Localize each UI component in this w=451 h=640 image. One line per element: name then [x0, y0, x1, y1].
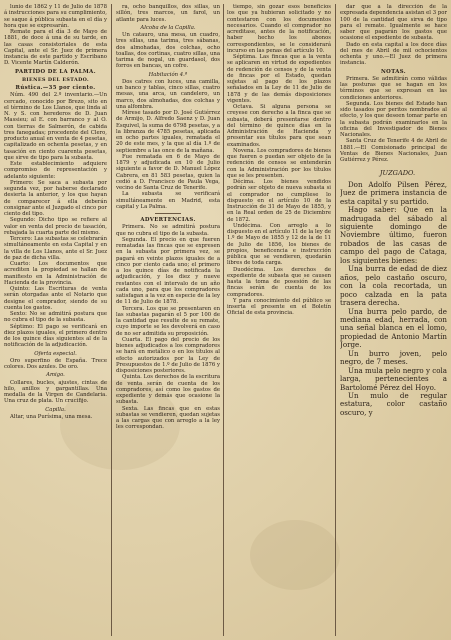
paragraph: Un mulo de regular estatura, color castaño oscuro, y: [340, 391, 447, 417]
section-heading: ADVERTENCIAS.: [140, 217, 196, 223]
paragraph: Quinta. Los derechos de la escritura de venta serán de cuenta de los compradores, así como los gastos de expediente y demás que ocasione la subasta.: [116, 374, 220, 406]
paragraph: La subasta se verificará simultáneamente en Madrid, esta capital y La Palma.: [116, 191, 220, 210]
section-heading: JUZGADO.: [379, 169, 416, 178]
paragraph: Fue rematada en 6 de Mayo de 1879 y adjudicada en 10 de Julio siguiente a favor de D. Manuel López Cabrera, en 81 583 pesetas, quien la cedió a D. Francisco de Paula Vega, vecino de Santa Cruz de Tenerife.: [116, 153, 220, 191]
subheading: BIENES DEL ESTADO.: [21, 76, 90, 83]
paragraph: Segunda. Los bienes del Estado han sido tasados por peritos nombrados al efecto, y los que deseen tomar parte en la subasta podrán examinarlos en la oficina del Investigador de Bienes Nacionales.: [340, 100, 447, 138]
paragraph: Don Adolfo Pilsen Pérez, Juez de primera instancia de esta capital y su partido.: [340, 179, 447, 206]
paragraph: Segunda. El precio en que fueren rematadas las fincas que se expresen en la subasta por primera vez, se pagará en veinte plazos iguales de a cinco por ciento cada uno; el primero a los quince días de notificada la adjudicación, y los diez y nueve restantes con el intervalo de un año cada uno, para que los compradores satisfagan a la vez en especie de la ley de 11 de Julio de 1878.: [116, 236, 220, 306]
paragraph: Cuarto: Los documentos que acrediten la propiedad se hallan de manifiesto en la Administración de Hacienda de la provincia.: [4, 261, 107, 286]
column-1: [4, 4, 107, 636]
separator: [155, 213, 181, 214]
paragraph: Undécima. Con arreglo a lo dispuesto en el artículo 11 de la ley de 1.º de Mayo de 1855 y 12 de la de 11 de Julio de 1856, los bienes de propios, beneficencia e instrucción pública que se vendieren, quedarán libres de toda carga.: [227, 222, 331, 267]
paragraph: Cuarta. El pago del precio de los bienes adjudicados a los compradores se hará en metálico o en los títulos al efecto autorizados por la Ley de Presupuestos de 1.º de Julio de 1876 y disposiciones posteriores.: [116, 336, 220, 374]
paragraph: tiempo, sin gozar esos beneficios los que ya hubieran solicitado y no contestaron con los documentos necesarios. Cuando el comprador no acreditase, antes de la notificación, haber hecho los abonos correspondientes, se le considerará incurso en las penas del artículo 10.: [227, 4, 331, 54]
paragraph: Quinto: Las Escrituras de venta serán otorgadas ante el Notario que designe el comprador, siendo de su cuenta los gastos.: [4, 286, 107, 311]
paragraph: Un burro joven, pelo negro, de 7 meses.: [340, 348, 447, 367]
paragraph: Octava. Si alguna persona se creyese con derecho a la finca que se subasta, deberá presentarse dentro del término de quince días en la Administración de Hacienda y presentar sus títulos para que sean examinados.: [227, 104, 331, 148]
column-4: [340, 4, 447, 636]
paragraph: Dos catres con luces, una camilla, un banco y tablas, cinco sillas, cuatro mesas, una arca, un candelero, un marco, dos almohadas, dos colchas y una alfombra.: [116, 78, 220, 110]
paragraph: Séptimo: El pago se verificará en diez plazos iguales, el primero dentro de los quince días siguientes al de la notificación de la adjudicación.: [4, 323, 107, 349]
paragraph: Novena. Los compradores de bienes que fueren o puedan ser objeto de la redención de censos se entenderán con la Administración por los títulos que se les presenten.: [227, 147, 331, 179]
paragraph: ra, ocho banquillos, dos sillas, un sillón, tres marcos, un farol, un atlante para luces.: [116, 4, 220, 23]
paragraph: Una burra pelo pardo, de mediana edad, herrada, con una señal blanca en el lomo, propiedad de Antonio Martín Jorge.: [340, 306, 447, 350]
subheading: Capilla.: [45, 406, 66, 413]
paragraph: Tercero: Las subastas se celebrarán simultáneamente en esta Capital y en la villa de Los Llanos, ante el Sr. Juez de paz de dicha villa.: [4, 236, 107, 261]
juzgado-notice: [340, 169, 447, 417]
column-2: [116, 4, 220, 636]
subheading: Alcoba de la Capilla.: [140, 24, 196, 31]
paragraph: Hago saber: Que en la madrugada del sábado al siguiente domingo de Noviembre último, fueron robados de las casas de campo del pago de Cataga, los siguientes bienes:: [340, 205, 447, 265]
paragraph: Sexta. Las fincas que en estas subastas se vendieren, quedan sujetas a las cargas que con arreglo a la ley les correspondan.: [116, 405, 220, 431]
paragraph: Una mula pelo negro y cola larga, pertenecientes a Bartolomé Pérez del Hoyo.: [340, 365, 447, 392]
paragraph: Núm. 490 del 2.º inventario.—Un cercado, conocido por Brezo, sito en el término de Los Llanos, que linda al N. y S. con herederos de D. Juan Massieu; al E. con barranco y al O. con tierras de Salmerón, de cabida tres fanegadas; procedente del Clero, producto anual en venta de 4 pesetas, capitalizado en ochenta pesetas, y en tasación en ciento cuarenta pesetas, que sirve de tipo para la subasta.: [4, 92, 107, 161]
paragraph: Este establecimiento adquiere compromiso de representación y adelanto siguiente:: [4, 161, 107, 180]
paragraph: dar que a la dirección de la expresada dependencia asistan el 3 por 100 de la cantidad que sirva de tipo para el remate. Igualmente se hace saber que pagarán los gastos que ocasione el expediente de subasta.: [340, 4, 447, 42]
paragraph: Dado en esta capital a los doce días del mes de Abril de mil ochocientos ochenta y uno.—El Juez de primera instancia.: [340, 41, 447, 67]
paragraph: Duodécima. Los derechos de expediente de subasta que se causen hasta la toma de posesión de las fincas serán de cuenta de los compradores.: [227, 266, 331, 298]
column-rule: [223, 4, 224, 636]
paragraph: Un catauro, una mesa, un cuadro, tres sillas, una tarima, tres sábanas, dos almohadas, dos colchas, ocho toallas, dos cortinas, cuatro sillas, una tarima de nogal, un guardasol, dos forros en bancas, un cofre.: [116, 32, 220, 70]
paragraph: Sexto: No se admitirá postura que no cubra el tipo de la subasta.: [4, 311, 107, 324]
paragraph: Santa Cruz de Tenerife 4 de Abril de 1881.—El Comisionado principal de Ventas de Bienes Nacionales, Juan Gutiérrez y Pérez.: [340, 138, 447, 163]
subheading: Amigo.: [46, 372, 65, 379]
paragraph: Mírese tasado por D. José Gutiérrez de Armijo, D. Alfredo Saenz y D. Juan Esquivel, la suma de 6798 pesetas, y a la libranza de 4785 pesetas, aplicada en ocho partes iguales, rematada el 20 de este mes, y la que al día 1.º de septiembre a las once de la mañana.: [116, 110, 220, 154]
column-rule: [335, 4, 336, 636]
paragraph: Segundo: Dicho tipo se refiere al valor en venta del precio de tasación, rebajada la cuarta parte del mismo.: [4, 217, 107, 236]
subheading: Habitación 4.ª: [148, 71, 188, 78]
paragraph: Primero: Se saca a subasta por segunda vez, por haberse declarado desierta la anterior, y los que hayan de comparecer á ella deberán consignar ante el Juzgado el cinco por ciento del tipo.: [4, 179, 107, 217]
paragraph: Séptima. Las fincas que a la venta se aplicaren en virtud de expedientes de redención de censos y de la venta de fincas por el Estado, quedan sujetas al pago de los plazos señalados en la Ley de 11 de Julio de 1878 y de las demás disposiciones vigentes.: [227, 54, 331, 104]
paragraph: Tercera. Los que se presentaren en las subastas pagarán el 5 por 100 de la cantidad que resulte de su remate, cuyo importe se les devolverá en caso de no ser admitida su proposición.: [116, 305, 220, 337]
column-rule: [111, 4, 112, 636]
paragraph: Y para conocimiento del público se inserta el presente en el Boletín Oficial de esta provincia.: [227, 297, 331, 317]
column-3: [227, 4, 331, 636]
paragraph: Altar, una Purísima, una mesa.: [10, 413, 93, 420]
paragraph: Primera. Se admitirán como válidas las posturas que se hagan en los términos que se expresan en las condiciones anteriores.: [340, 75, 447, 101]
paragraph: Una burra de edad de diez años, pelo castaño oscuro, con la cola recortada, un poco calzada en la pata trasera derecha.: [340, 264, 447, 308]
paragraph: Collares, bucles, ajustes, cintas de hilo, anillos y gargantillas. Una medalla de la Virgen de Candelaria. Una cruz de plata. Un crucifijo.: [4, 379, 107, 405]
section-heading: PARTIDO DE LA PALMA.: [15, 68, 96, 75]
subheading: Rústica.—35 por ciento.: [15, 85, 96, 91]
paragraph: Remate para el día 3 de Mayo de 1881, de doce á una de su tarde, en las casas consistoriales de esta Capital, ante el Sr. Juez de primera instancia de este partido y Escribano D. Vicente Martín Calderón.: [4, 29, 107, 67]
paragraph: Primera. No se admitirá postura que no cubra el tipo de la subasta.: [116, 224, 220, 237]
paragraph: Décima. Los bienes vendidos podrán ser objeto de nueva subasta si el comprador no cumpliese lo dispuesto en el artículo 10 de la Instrucción de 31 de Mayo de 1855, y en la Real orden de 25 de Diciembre de 1872.: [227, 179, 331, 223]
section-heading: NOTAS.: [380, 68, 407, 75]
list-title: Oferta especial.: [34, 350, 77, 357]
paragraph: lunio de 1862 y 11 de Julio de 1878 á instrucciones para su cumplimiento, se saque á pública subasta en el día y hora que se expresarán.: [4, 4, 107, 29]
list-text: Oro superfino de España. Trece colores. Dos azules. De oro.: [4, 357, 107, 370]
